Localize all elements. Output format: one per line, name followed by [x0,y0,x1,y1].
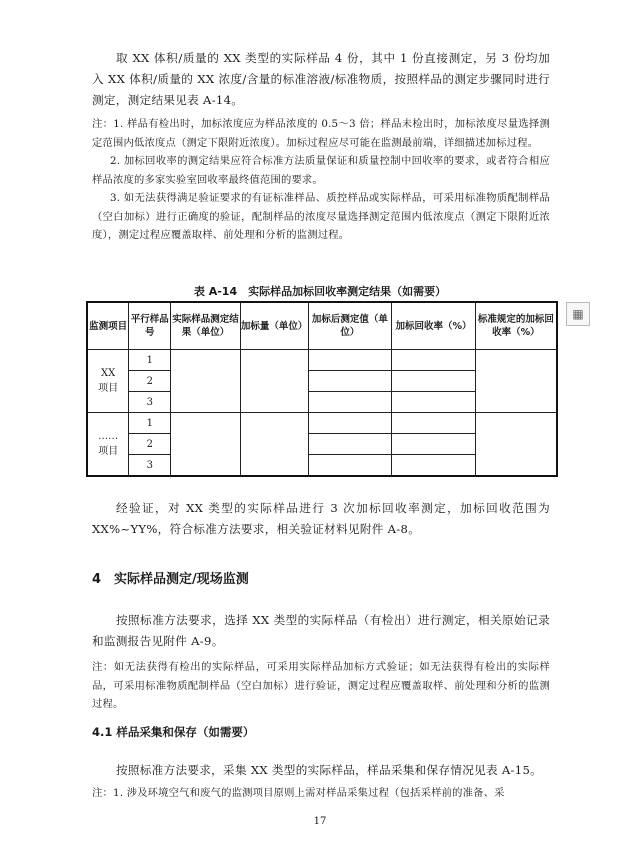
section-4-paragraph: 按照标准方法要求，选择 XX 类型的实际样品（有检出）进行测定，相关原始记录和监测报告见附件 A-9。 [92,613,550,648]
spiked-value-cell [308,392,392,413]
standard-recovery-cell [475,413,557,477]
header-cell: 监测项目 [87,302,129,350]
header-cell: 平行样品号 [129,302,171,350]
parallel-no-cell: 1 [129,413,171,434]
spiked-value-cell [308,434,392,455]
header-cell: 加标后测定值（单位） [308,302,392,350]
verification-paragraph: 经验证，对 XX 类型的实际样品进行 3 次加标回收率测定，加标回收范围为 XX%~YY%，符合标准方法要求，相关验证材料见附件 A-8。 [92,501,550,536]
recovery-cell [392,392,476,413]
section-4-note: 注：如无法获得有检出的实际样品，可采用实际样品加标方式验证；如无法获得有检出的实际样品，可采用标准物质配制样品（空白加标）进行验证，测定过程应覆盖取样、前处理和分析的监测过程。 [92,661,550,710]
recovery-table [86,301,558,477]
note-2: 2. 加标回收率的测定结果应符合标准方法质量保证和质量控制中回收率的要求，或者符合相应样品浓度的多家实验室回收率最终值范围的要求。 [92,155,550,186]
group-name: …… [98,431,119,442]
recovery-cell [392,413,476,434]
notes-block-1 [92,115,550,245]
header-cell: 标准规定的加标回收率（%） [475,302,557,350]
spiked-value-cell [308,350,392,371]
header-cell: 实际样品测定结果（单位） [171,302,241,350]
note-3: 3. 如无法获得满足验证要求的有证标准样品、质控样品或实际样品，可采用标准物质配制样品（空白加标）进行正确度的验证，配制样品的浓度尽量选择测定范围内低浓度点（测定下限附近浓度），测定过程应覆盖取样、前处理和分析的监测过程。 [92,192,550,241]
parallel-no-cell: 2 [129,434,171,455]
group-name-cell [87,413,129,477]
spike-amount-cell [240,350,308,413]
group-name-suffix: 项目 [98,383,119,394]
table-header-row [87,302,557,350]
header-cell: 加标量（单位） [240,302,308,350]
note-1: 注：1. 样品有检出时，加标浓度应为样品浓度的 0.5～3 倍；样品未检出时，加标浓度尽量选择测定范围内低浓度点（测定下限附近浓度）。加标过程应尽可能在监测最前端，详细描述加标过程。 [92,118,550,149]
table-row [87,413,557,434]
intro-paragraph: 取 XX 体积/质量的 XX 类型的实际样品 4 份，其中 1 份直接测定，另 3 份均加入 XX 体积/质量的 XX 浓度/含量的标准溶液/标准物质，按照样品的测定步骤同时进行测定，测定结果见表 A-14。 [92,51,550,107]
header-cell: 加标回收率（%） [392,302,476,350]
parallel-no-cell: 3 [129,455,171,477]
sample-result-cell [171,413,241,477]
table-view-icon[interactable]: ▦ [566,302,590,326]
section-4-heading: 4 实际样品测定/现场监测 [92,572,249,587]
page-number: 17 [313,816,327,827]
group-name: XX [101,368,116,379]
table-caption: 表 A-14 实际样品加标回收率测定结果（如需要） [193,285,447,298]
section-4-1-heading: 4.1 样品采集和保存（如需要） [92,725,255,739]
spiked-value-cell [308,413,392,434]
recovery-cell [392,350,476,371]
group-name-suffix: 项目 [98,446,119,457]
standard-recovery-cell [475,350,557,413]
recovery-cell [392,371,476,392]
spiked-value-cell [308,455,392,477]
sample-result-cell [171,350,241,413]
parallel-no-cell: 1 [129,350,171,371]
parallel-no-cell: 2 [129,371,171,392]
recovery-cell [392,455,476,477]
parallel-no-cell: 3 [129,392,171,413]
spiked-value-cell [308,371,392,392]
group-name-cell [87,350,129,413]
section-4-1-paragraph: 按照标准方法要求，采集 XX 类型的实际样品，样品采集和保存情况见表 A-15。 [116,763,543,777]
spike-amount-cell [240,413,308,477]
table-row [87,350,557,371]
recovery-cell [392,434,476,455]
section-4-1-note: 注：1. 涉及环境空气和废气的监测项目原则上需对样品采集过程（包括采样前的准备、采 [92,787,505,799]
